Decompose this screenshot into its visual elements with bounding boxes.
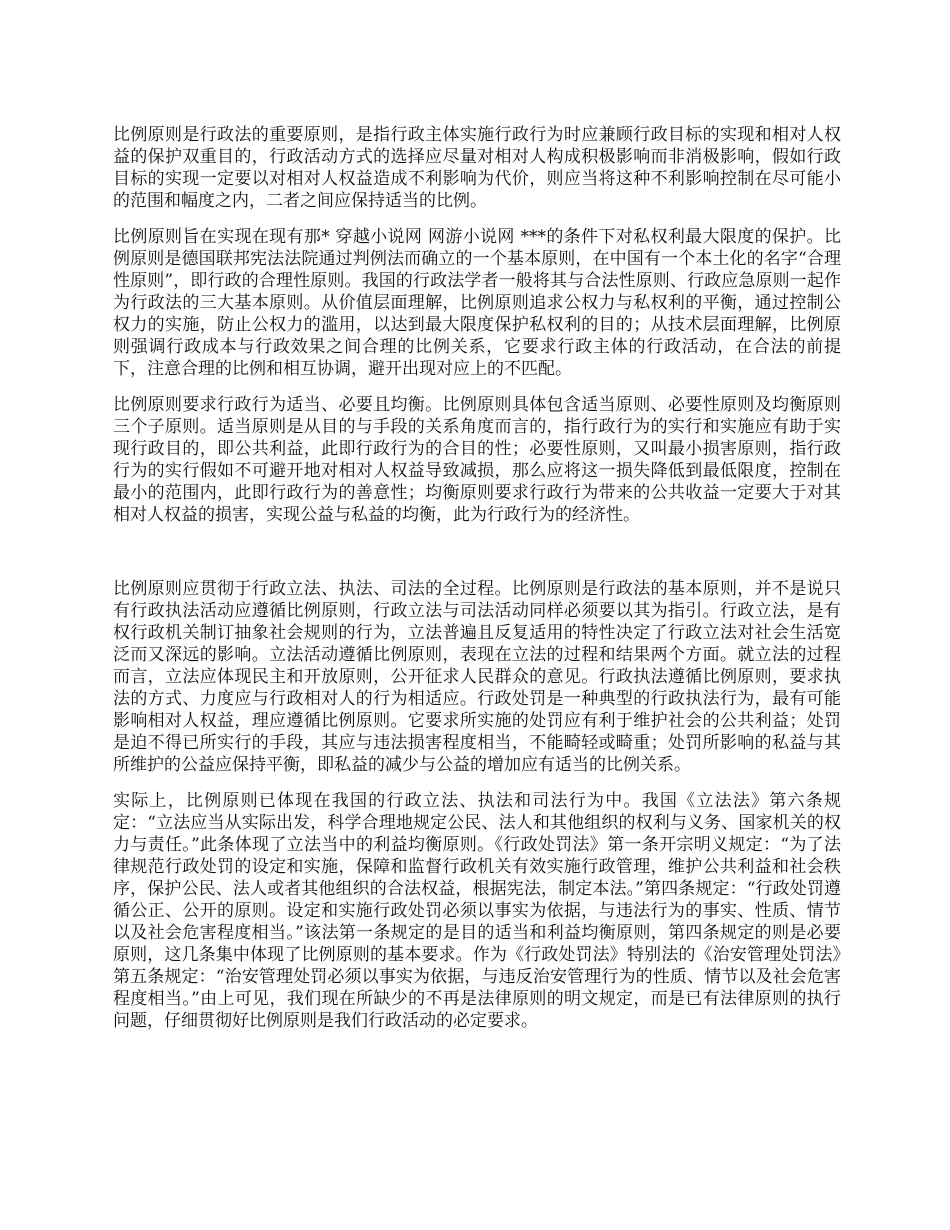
paragraph-3: 比例原则要求行政行为适当、必要且均衡。比例原则具体包含适当原则、必要性原则及均衡原则三个子原则。适当原则是从目的与手段的关系角度而言的，指行政行为的实行和实施应有助于实现行政目的，即公共利益，此即行政行为的合目的性；必要性原则，又叫最小损害原则，指行政行为的实行假如不可避开地对相对人权益导致减损，那么应将这一损失降低到最低限度，控制在最小的范围内，此即行政行为的善意性；均衡原则要求行政行为带来的公共收益一定要大于对其相对人权益的损害，实现公益与私益的均衡，此为行政行为的经济性。: [113, 395, 841, 525]
paragraph-gap: [113, 540, 841, 578]
paragraph-5: 实际上，比例原则已体现在我国的行政立法、执法和司法行为中。我国《立法法》第六条规定：“立法应当从实际出发，科学合理地规定公民、法人和其他组织的权利与义务、国家机关的权力与责任。”此条体现了立法当中的利益均衡原则。《行政处罚法》第一条开宗明义规定：“为了法律规范行政处罚的设定和实施，保障和监督行政机关有效实施行政管理，维护公共利益和社会秩序，保护公民、法人或者其他组织的合法权益，根据宪法，制定本法。”第四条规定：“行政处罚遵循公正、公开的原则。设定和实施行政处罚必须以事实为依据，与违法行为的事实、性质、情节以及社会危害程度相当。”该法第一条规定的是目的适当和利益均衡原则，第四条规定的则是必要原则，这几条集中体现了比例原则的基本要求。作为《行政处罚法》特别法的《治安管理处罚法》第五条规定：“治安管理处罚必须以事实为依据，与违反治安管理行为的性质、情节以及社会危害程度相当。”由上可见，我们现在所缺少的不再是法律原则的明文规定，而是已有法律原则的执行问题，仔细贯彻好比例原则是我们行政活动的必定要求。: [113, 791, 841, 1031]
document-body: [113, 124, 841, 1046]
paragraph-1: 比例原则是行政法的重要原则，是指行政主体实施行政行为时应兼顾行政目标的实现和相对人权益的保护双重目的，行政活动方式的选择应尽量对相对人构成积极影响而非消极影响，假如行政目标的实现一定要以对相对人权益造成不利影响为代价，则应当将这种不利影响控制在尽可能小的范围和幅度之内，二者之间应保持适当的比例。: [113, 125, 841, 211]
paragraph-4: 比例原则应贯彻于行政立法、执法、司法的全过程。比例原则是行政法的基本原则，并不是说只有行政执法活动应遵循比例原则，行政立法与司法活动同样必须要以其为指引。行政立法，是有权行政机关制订抽象社会规则的行为，立法普遍且反复适用的特性决定了行政立法对社会生活宽泛而又深远的影响。立法活动遵循比例原则，表现在立法的过程和结果两个方面。就立法的过程而言，立法应体现民主和开放原则，公开征求人民群众的意见。行政执法遵循比例原则，要求执法的方式、力度应与行政相对人的行为相适应。行政处罚是一种典型的行政执法行为，最有可能影响相对人权益，理应遵循比例原则。它要求所实施的处罚应有利于维护社会的公共利益；处罚是迫不得已所实行的手段，其应与违法损害程度相当，不能畸轻或畸重；处罚所影响的私益与其所维护的公益应保持平衡，即私益的减少与公益的增加应有适当的比例关系。: [113, 579, 841, 775]
paragraph-2: 比例原则旨在实现在现有那* 穿越小说网 网游小说网 ***的条件下对私权利最大限度的保护。比例原则是德国联邦宪法法院通过判例法而确立的一个基本原则，在中国有一个本土化的名字“合理性原则”，即行政的合理性原则。我国的行政法学者一般将其与合法性原则、行政应急原则一起作为行政法的三大基本原则。从价值层面理解，比例原则追求公权力与私权利的平衡，通过控制公权力的实施，防止公权力的滥用，以达到最大限度保护私权利的目的；从技术层面理解，比例原则强调行政成本与行政效果之间合理的比例关系，它要求行政主体的行政活动，在合法的前提下，注意合理的比例和相互协调，避开出现对应上的不匹配。: [113, 227, 841, 379]
